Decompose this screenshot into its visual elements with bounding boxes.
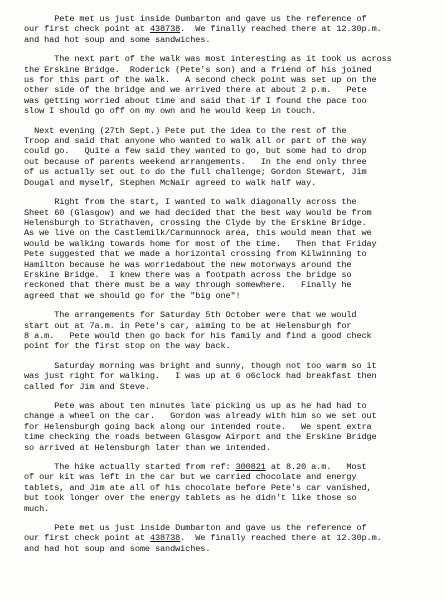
- text-line: was getting worried about time and said that if I found the pace too: [24, 95, 367, 106]
- text-line: but took longer over the energy tablets as he didn't like those so: [24, 493, 357, 504]
- paragraph: [24, 197, 432, 301]
- text-line: [24, 533, 432, 543]
- paragraph: [24, 54, 432, 116]
- text-line: out because of parents weekend arrangements. In the end only three: [24, 156, 367, 167]
- paragraph: [24, 462, 432, 514]
- text-line: Pete met us just inside Dumbarton and gave us the reference of: [24, 523, 367, 534]
- grid-reference: 438738: [149, 533, 181, 544]
- text-line: us for this part of the walk. A second check point was set up on the: [24, 75, 377, 86]
- text-line: Erskine Bridge. I knew there was a footpath across the bridge so: [24, 269, 352, 280]
- line-text: . We finally reached there at 12.30p.m.: [180, 533, 382, 544]
- text-line: was just right for walking. I was up at 6 o6clock had breakfast then: [24, 371, 377, 382]
- line-text: our first check point at: [24, 24, 150, 35]
- text-line: Next evening (27th Sept.) Pete put the idea to the rest of the: [24, 125, 347, 136]
- text-line: [24, 462, 432, 472]
- text-line: reckoned that there must be a way through somewhere. Finally he: [24, 280, 352, 291]
- line-text: at 8.20 a.m. Most: [265, 462, 367, 473]
- text-line: As we live on the Castlemilk/Carmunnock area, this would mean that we: [24, 228, 372, 239]
- text-line: other side of the bridge and we arrived there at about 2 p.m. Pete: [24, 85, 367, 96]
- text-line: for Helensburgh going back along our intended route. We spent extra: [24, 421, 372, 432]
- paragraph: [24, 310, 432, 352]
- grid-reference: 300821: [235, 462, 266, 473]
- paragraph: [24, 361, 432, 392]
- line-text: The hike actually started from ref:: [24, 462, 236, 473]
- line-text: . We finally reached there at 12.30p.m.: [180, 24, 382, 35]
- text-line: Hamilton because he was worriedabout the new motorways around the: [24, 259, 352, 270]
- text-line: the Erskine Bridge. Roderick (Pete's son) and a friend of his joined: [24, 64, 372, 75]
- text-line: Troop and said that anyone who wanted to walk all or part of the way: [24, 136, 367, 147]
- text-line: change a wheel on the car. Gordon was already with him so we set out: [24, 411, 377, 422]
- text-line: Pete suggested that we made a horizontal crossing from Kilwinning to: [24, 249, 367, 260]
- text-line: could go. Quite a few said they wanted to go, but some had to drop: [24, 146, 367, 157]
- text-line: Pete met us just inside Dumbarton and gave us the reference of: [24, 14, 367, 24]
- text-line: start out at 7a.m. in Pete's car, aiming to be at Helensburgh for: [24, 320, 352, 331]
- paragraph: [24, 14, 432, 45]
- text-line: Helensburgh to Strathaven, crossing the Clyde by the Erskine Bridge.: [24, 217, 367, 228]
- text-line: of our kit was left in the car but we carried chocolate and energy: [24, 472, 357, 483]
- text-line: and had hot soup and some sandwiches.: [24, 34, 211, 45]
- line-text: our first check point at: [24, 533, 150, 544]
- paragraph: [24, 401, 432, 453]
- text-line: Dougal and myself, Stephen McNair agreed to walk half way.: [24, 177, 317, 188]
- text-line: slow I should go off on my own and he would keep in touch.: [24, 106, 317, 117]
- text-line: would be walking towards home for most of the time. Then that Friday: [24, 238, 377, 249]
- text-line: Pete was about ten minutes late picking us up as he had had to: [24, 401, 367, 411]
- paragraph: [24, 523, 432, 554]
- text-line: The arrangements for Saturday 5th October were that we would: [24, 310, 357, 321]
- grid-reference: 438738: [149, 24, 181, 35]
- text-line: of us actually set out to do the full challenge; Gordon Stewart, Jim: [24, 167, 367, 178]
- text-line: and had hot soup and some sandwiches.: [24, 543, 211, 554]
- text-line: called for Jim and Steve.: [24, 381, 150, 392]
- text-line: so arrived at Helensburgh later than we intended.: [24, 442, 271, 453]
- text-line: time checking the roads between Glasgow Airport and the Erskine Bridge: [24, 432, 377, 443]
- text-line: Saturday morning was bright and sunny, though not too warm so it: [24, 360, 377, 371]
- text-line: much.: [24, 503, 50, 514]
- text-line: [24, 24, 432, 34]
- paragraph: [24, 126, 432, 188]
- text-line: Right from the start, I wanted to walk diagonally across the: [24, 197, 357, 208]
- text-line: tablets, and Jim ate all of his chocolate before Pete's car vanished,: [24, 482, 372, 493]
- text-line: agreed that we should go for the "big one"!: [24, 290, 241, 301]
- text-line: The next part of the walk was most interesting as it took us across: [24, 54, 392, 65]
- text-line: 8 a.m. Pete would then go back for his family and find a good check: [24, 330, 372, 341]
- text-line: point for the first stop on the way back.: [24, 341, 231, 352]
- text-line: Sheet 60 (Glasgow) and we had decided that the best way would be from: [24, 207, 372, 218]
